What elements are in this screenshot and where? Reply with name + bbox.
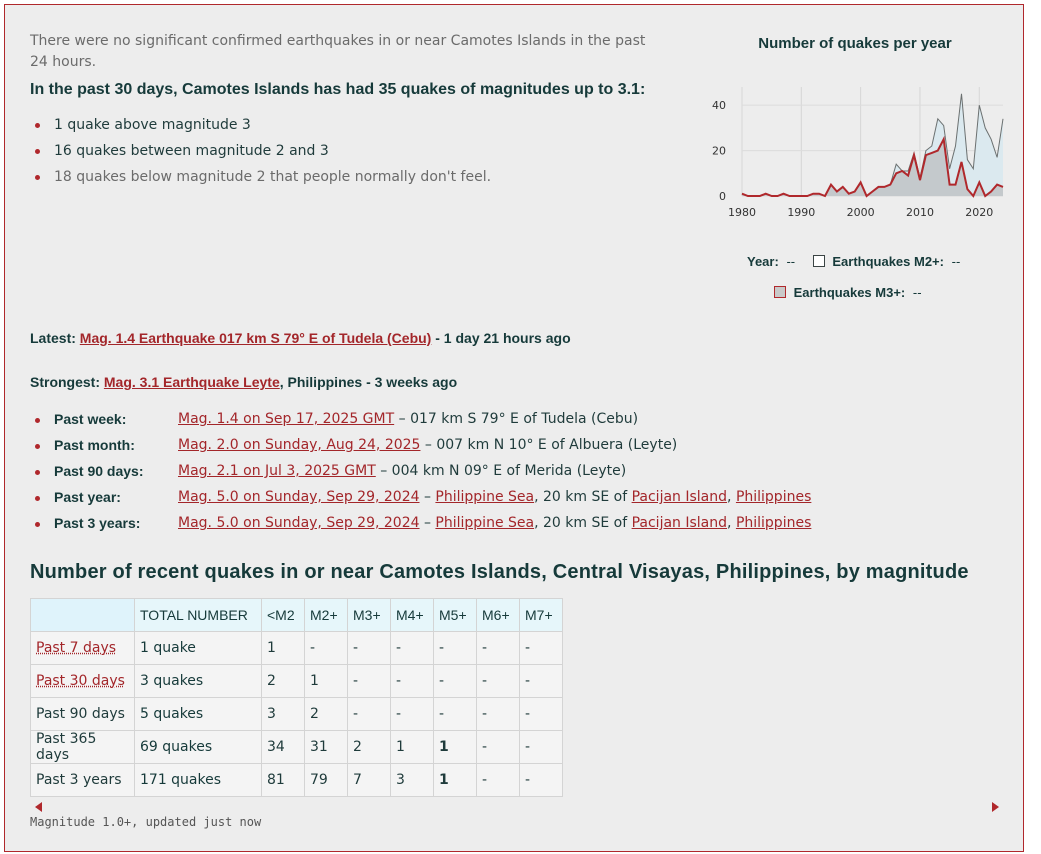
table-cell: - [434, 632, 477, 665]
scroll-right-icon[interactable] [992, 802, 999, 812]
table-cell: 5 quakes [135, 698, 262, 731]
table-cell: 2 [305, 698, 348, 731]
list-item: 18 quakes below magnitude 2 that people normally don't feel. [30, 167, 491, 193]
row-header [31, 665, 135, 698]
list-item: 1 quake above magnitude 3 [30, 115, 491, 141]
table-cell: - [348, 665, 391, 698]
strongest-quake: Strongest: Mag. 3.1 Earthquake Leyte, Philippines - 3 weeks ago [30, 374, 458, 390]
table-cell: 3 [262, 698, 305, 731]
chart-y-tick-label: 20 [712, 144, 726, 158]
period-label: Past year: [54, 489, 121, 505]
column-header: M6+ [477, 599, 520, 632]
quakes-by-magnitude-table [30, 598, 563, 797]
table-cell: - [477, 698, 520, 731]
table-row [31, 731, 563, 764]
bullet-icon [35, 175, 40, 180]
table-cell: 3 [391, 764, 434, 797]
period-link[interactable]: Past 7 days [36, 640, 117, 656]
column-header: <M2 [262, 599, 305, 632]
legend-year-value: -- [786, 254, 796, 269]
bullet-icon [35, 496, 40, 501]
table-cell: 2 [348, 731, 391, 764]
table-cell: - [305, 632, 348, 665]
table-cell: 1 [434, 731, 477, 764]
chart-x-tick-label: 2000 [846, 206, 875, 219]
quake-link[interactable]: Mag. 1.4 on Sep 17, 2025 GMT [178, 411, 395, 427]
bullet-icon [35, 149, 40, 154]
table-row [31, 698, 563, 731]
chart-y-tick-label: 40 [712, 99, 726, 113]
quake-link[interactable]: Mag. 5.0 on Sunday, Sep 29, 2024 [178, 489, 420, 505]
legend-year-label: Year: [747, 254, 779, 269]
quake-link[interactable]: Mag. 2.0 on Sunday, Aug 24, 2025 [178, 437, 421, 453]
period-label: Past month: [54, 437, 135, 453]
quake-link[interactable]: Mag. 2.1 on Jul 3, 2025 GMT [178, 463, 376, 479]
table-cell: - [477, 731, 520, 764]
column-header: M5+ [434, 599, 477, 632]
table-cell: - [391, 632, 434, 665]
latest-quake-link[interactable]: Mag. 1.4 Earthquake 017 km S 79° E of Tudela (Cebu) [79, 330, 432, 346]
table-cell: 1 [391, 731, 434, 764]
row-header [31, 632, 135, 665]
table-cell: - [520, 665, 563, 698]
bullet-icon [35, 418, 40, 423]
table-cell: 171 quakes [135, 764, 262, 797]
no-significant-quakes-text: There were no significant confirmed earthquakes in or near Camotes Islands in the past 24 hours. [30, 33, 646, 70]
period-link[interactable]: Past 30 days [36, 673, 125, 689]
table-cell: 1 [262, 632, 305, 665]
sea-link[interactable]: Philippine Sea [435, 515, 535, 531]
bullet-icon [35, 444, 40, 449]
strongest-quake-link[interactable]: Mag. 3.1 Earthquake Leyte [103, 374, 280, 390]
table-footnote: Magnitude 1.0+, updated just now [30, 815, 262, 829]
section-title: Number of recent quakes in or near Camotes Islands, Central Visayas, Philippines, by magnitude [30, 561, 969, 583]
island-link[interactable]: Pacijan Island [631, 489, 728, 505]
quake-link[interactable]: Mag. 5.0 on Sunday, Sep 29, 2024 [178, 515, 420, 531]
column-header: TOTAL NUMBER [135, 599, 262, 632]
table-cell: - [348, 698, 391, 731]
latest-quake: Latest: Mag. 1.4 Earthquake 017 km S 79° E of Tudela (Cebu) - 1 day 21 hours ago [30, 330, 571, 346]
legend-m3-value: -- [912, 285, 922, 300]
table-row [31, 764, 563, 797]
column-header: M7+ [520, 599, 563, 632]
table-cell: - [520, 764, 563, 797]
table-cell: 1 [305, 665, 348, 698]
legend-m2-label: Earthquakes M2+: [832, 254, 944, 269]
table-cell: - [520, 632, 563, 665]
table-cell: - [477, 764, 520, 797]
column-header: M2+ [305, 599, 348, 632]
table-cell: - [391, 698, 434, 731]
legend-m2-value: -- [951, 254, 961, 269]
period-label: Past 3 years: [54, 515, 141, 531]
past-30-days-headline: In the past 30 days, Camotes Islands has had 35 quakes of magnitudes up to 3.1: [30, 81, 646, 98]
column-header: M4+ [391, 599, 434, 632]
table-cell: - [477, 665, 520, 698]
bullet-icon [35, 470, 40, 475]
table-cell: 69 quakes [135, 731, 262, 764]
table-cell: 31 [305, 731, 348, 764]
table-cell: 7 [348, 764, 391, 797]
scroll-left-icon[interactable] [35, 802, 42, 812]
chart-title: Number of quakes per year [758, 35, 952, 52]
table-cell: 1 quake [135, 632, 262, 665]
magnitude-breakdown-list [30, 115, 491, 193]
column-header: M3+ [348, 599, 391, 632]
chart-plot[interactable] [695, 27, 1015, 227]
table-row [31, 632, 563, 665]
bullet-icon [35, 123, 40, 128]
period-label: Past week: [54, 411, 127, 427]
legend-m2-swatch [813, 255, 825, 267]
table-header-row [31, 599, 563, 632]
country-link[interactable]: Philippines [735, 489, 812, 505]
island-link[interactable]: Pacijan Island [631, 515, 728, 531]
chart-y-tick-label: 0 [719, 190, 726, 203]
list-item: 16 quakes between magnitude 2 and 3 [30, 141, 491, 167]
chart-x-tick-label: 2020 [965, 206, 994, 219]
period-label: Past 90 days: [54, 463, 144, 479]
table-cell: 2 [262, 665, 305, 698]
country-link[interactable]: Philippines [735, 515, 812, 531]
table-cell: 3 quakes [135, 665, 262, 698]
row-header: Past 365 days [31, 731, 135, 764]
table-cell: 1 [434, 764, 477, 797]
sea-link[interactable]: Philippine Sea [435, 489, 535, 505]
quakes-per-year-chart[interactable] [695, 27, 1015, 317]
chart-x-tick-label: 1980 [728, 206, 756, 219]
bullet-icon [35, 522, 40, 527]
chart-legend-row-1 [747, 254, 960, 269]
table-cell: - [391, 665, 434, 698]
table-cell: - [520, 698, 563, 731]
chart-legend-row-2 [774, 285, 922, 300]
legend-m3-label: Earthquakes M3+: [793, 285, 906, 300]
chart-x-tick-label: 1990 [787, 206, 816, 219]
table-cell: 79 [305, 764, 348, 797]
quake-summary-panel: There were no significant confirmed earthquakes in or near Camotes Islands in the past 24 hours. In the past 30 days, Camotes Islands has had 35 quakes of magnitudes up to 3.1: 1 quake above magnitude 3 16 quakes between magnitude 2 and 3 18 quakes below magnitude 2 that people normally don't feel. 1980 1990 2000 2010 2020 0 20 40 Number of quakes per year Year: -- Earthquakes M2+: -- Earthquakes M3+: -- Latest: Mag. 1.4 Earthquake 017 km S 79° E of Tudela (Cebu) - 1 day 21 hours ago Strongest: Mag. 3.1 Earthquake Leyte, Philippines - 3 weeks ago Past week: Mag. 1.4 on Sep 17, 2025 GMT – 017 km S 79° E of Tudela (Cebu) Past month: Mag. 2.0 on Sunday, Aug 24, 2025 – 007 km N 10° E of Albuera (Leyte) Past 90 days: Mag. 2.1 on Jul 3, 2025 GMT – 004 km N 09° E of Merida (Leyte) Past year: Mag. 5.0 on Sunday, Sep 29, 2024 – Philippine Sea, 20 km SE of Pacijan Island, Philippines Past 3 years: Mag. 5.0 on Sunday, Sep 29, 2024 – Philippine Sea, 20 km SE of Pacijan Island, Philippines Number of recent quakes in or near Camotes Islands, Central Visayas, Philippines, by magnitude TOTAL NUMBER <M2 M2+ M3+ M4+ M5+ M6+ M7+ Past 7 days 1 quake 1 - - - - - - Past 30 days 3 quakes 2 1 - - - - - Past 90 days 5 quakes 3 2 - - - - - Past 365 days 69 quakes 34 31 2 1 1 - - Past 3 years 171 quakes 81 79 7 3 1 - - Magnitude 1.0+, updated just now [4, 4, 1024, 852]
table-cell: - [434, 665, 477, 698]
table-cell: 34 [262, 731, 305, 764]
table-row [31, 665, 563, 698]
chart-x-tick-label: 2010 [905, 206, 934, 219]
row-header: Past 3 years [31, 764, 135, 797]
legend-m3-swatch [774, 286, 786, 298]
row-header: Past 90 days [31, 698, 135, 731]
table-cell: - [348, 632, 391, 665]
table-corner-cell [31, 599, 135, 632]
table-cell: - [434, 698, 477, 731]
table-cell: - [520, 731, 563, 764]
table-cell: - [477, 632, 520, 665]
table-cell: 81 [262, 764, 305, 797]
